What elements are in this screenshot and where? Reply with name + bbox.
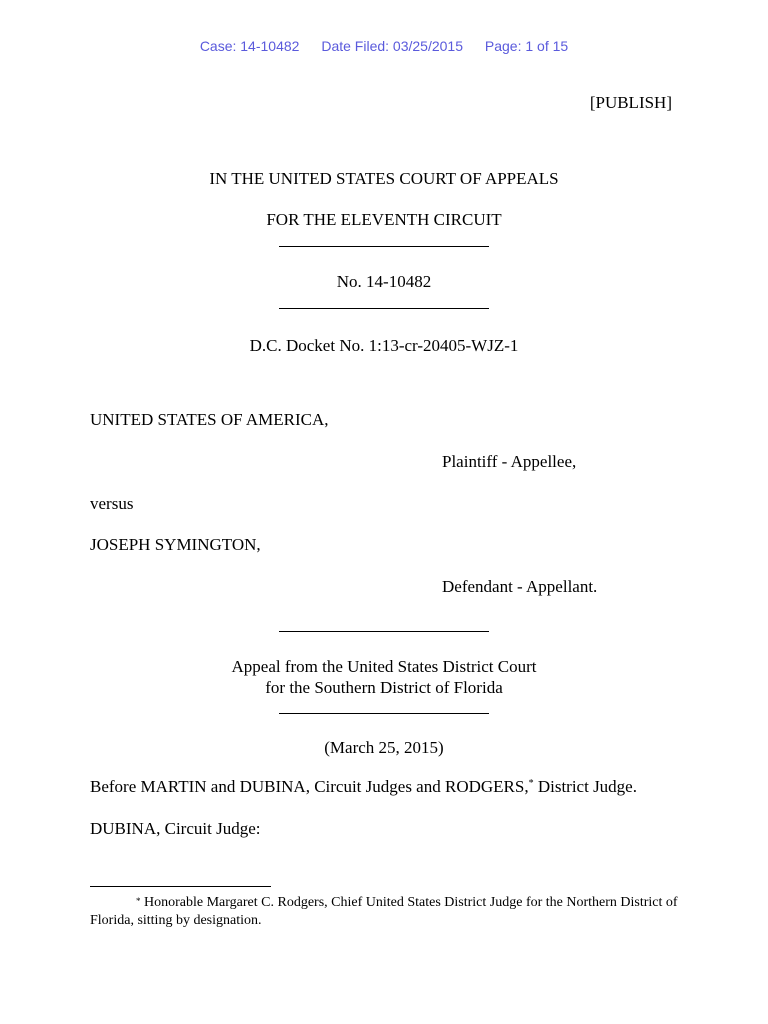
panel-district-judge: District Judge. <box>533 777 637 796</box>
decision-date: (March 25, 2015) <box>324 738 444 757</box>
footnote-text: Honorable Margaret C. Rodgers, Chief United States District Judge for the Northern District of Florida, sitting by designation. <box>90 895 678 928</box>
defendant-role: Defendant - Appellant. <box>442 577 598 596</box>
author-line: DUBINA, Circuit Judge: <box>90 819 261 838</box>
divider-rule <box>279 631 489 632</box>
date-filed-stamp: Date Filed: 03/25/2015 <box>321 38 463 54</box>
footnote-reference[interactable]: * <box>528 778 534 789</box>
court-name-line1: IN THE UNITED STATES COURT OF APPEALS <box>209 169 559 188</box>
footnote-mark: * <box>136 896 141 906</box>
case-number: No. 14-10482 <box>336 272 432 291</box>
versus-label: versus <box>90 494 134 513</box>
page-stamp: Page: 1 of 15 <box>484 38 569 54</box>
defendant-name: JOSEPH SYMINGTON, <box>90 535 261 554</box>
appeal-line2: for the Southern District of Florida <box>265 678 503 697</box>
case-stamp: Case: 14-10482 <box>199 38 300 54</box>
plaintiff-name: UNITED STATES OF AMERICA, <box>90 410 329 429</box>
filing-header <box>0 37 768 55</box>
court-name-line2: FOR THE ELEVENTH CIRCUIT <box>266 210 502 229</box>
appeal-line1: Appeal from the United States District Court <box>231 657 537 676</box>
divider-rule <box>279 713 489 714</box>
docket-number: D.C. Docket No. 1:13-cr-20405-WJZ-1 <box>249 336 519 355</box>
footnote-rule <box>90 886 271 887</box>
plaintiff-role: Plaintiff - Appellee, <box>442 452 577 471</box>
publish-tag: [PUBLISH] <box>589 93 672 112</box>
footnote <box>90 894 680 930</box>
panel-line <box>90 777 637 797</box>
panel-judges: Before MARTIN and DUBINA, Circuit Judges and RODGERS, <box>90 777 529 796</box>
divider-rule <box>279 308 489 309</box>
divider-rule <box>279 246 489 247</box>
